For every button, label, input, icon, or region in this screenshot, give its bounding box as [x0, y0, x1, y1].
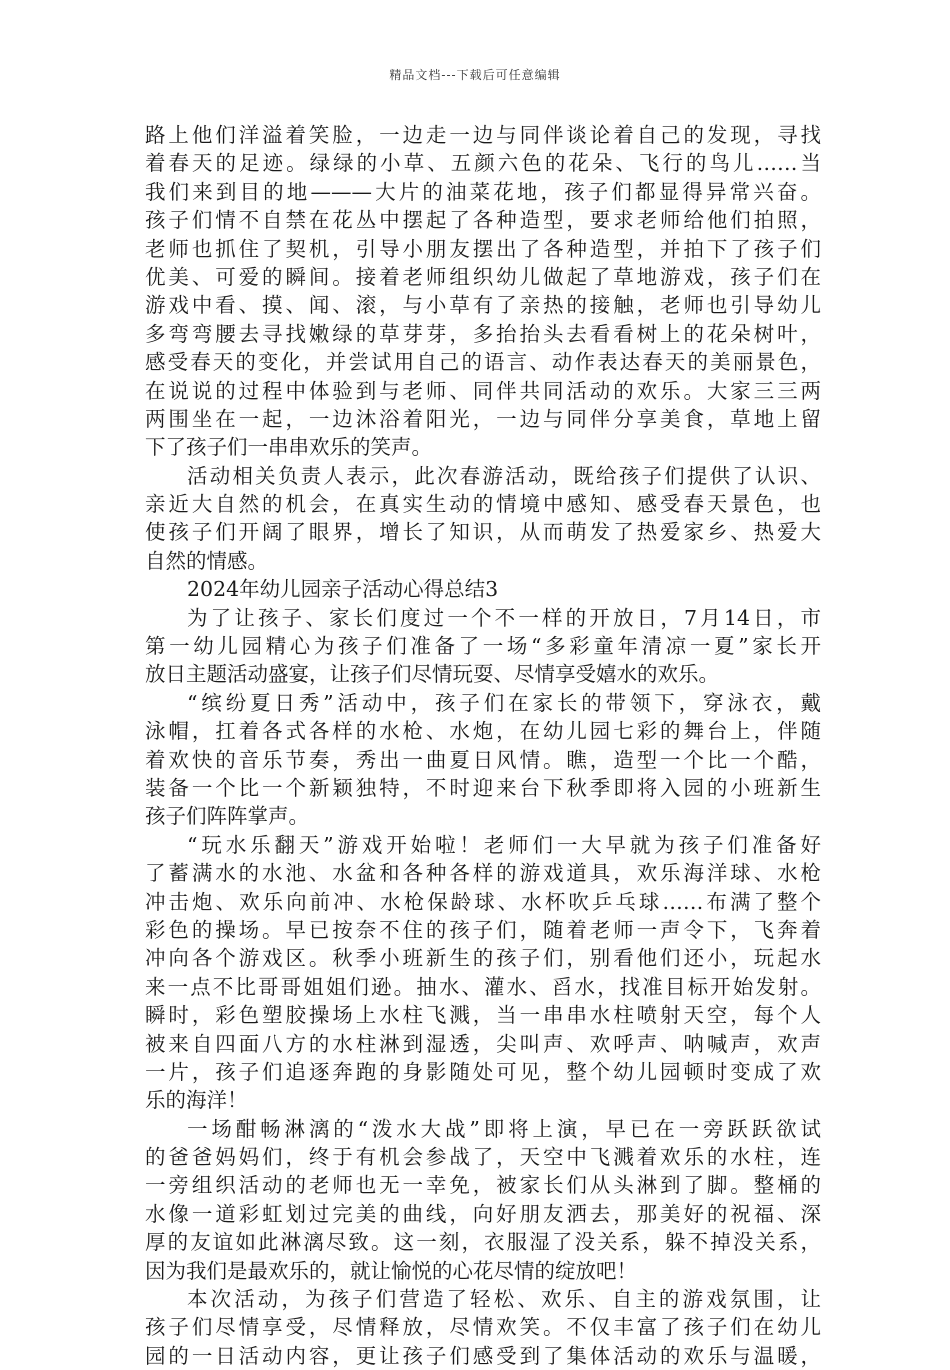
text-line: 第一幼儿园精心为孩子们准备了一场“多彩童年清凉一夏”家长开 — [145, 634, 821, 659]
text-line: 水像一道彩虹划过完美的曲线，向好朋友洒去，那美好的祝福、深 — [145, 1201, 821, 1226]
text-line: 园的一日活动内容，更让孩子们感受到了集体活动的欢乐与温暖， — [145, 1343, 821, 1368]
text-line: 活动相关负责人表示，此次春游活动，既给孩子们提供了认识、 — [187, 463, 821, 488]
text-line: 着春天的足迹。绿绿的小草、五颜六色的花朵、飞行的鸟儿……当 — [145, 151, 821, 176]
document-body — [145, 121, 821, 1370]
text-line: 一场酣畅淋漓的“泼水大战”即将上演，早已在一旁跃跃欲试 — [187, 1116, 821, 1141]
text-line: 一旁组织活动的老师也无一幸免，被家长们从头淋到了脚。整桶的 — [145, 1173, 821, 1198]
text-line: 游戏中看、摸、闻、滚，与小草有了亲热的接触，老师也引导幼儿 — [145, 293, 821, 318]
text-line: 来一点不比哥哥姐姐们逊。抽水、灌水、舀水，找准目标开始发射。 — [145, 974, 821, 999]
text-line: 我们来到目的地———大片的油菜花地，孩子们都显得异常兴奋。 — [145, 179, 821, 204]
text-line: 亲近大自然的机会，在真实生动的情境中感知、感受春天景色，也 — [145, 492, 821, 517]
text-line: 优美、可爱的瞬间。接着老师组织幼儿做起了草地游戏，孩子们在 — [145, 264, 821, 289]
text-line: 路上他们洋溢着笑脸，一边走一边与同伴谈论着自己的发现，寻找 — [145, 123, 821, 147]
text-line: 感受春天的变化，并尝试用自己的语言、动作表达春天的美丽景色， — [145, 350, 821, 375]
text-line: 自然的情感。 — [145, 548, 268, 573]
text-line: 孩子们阵阵掌声。 — [145, 804, 309, 829]
text-line: 多弯弯腰去寻找嫩绿的草芽芽，多抬抬头去看看树上的花朵树叶， — [145, 321, 821, 346]
text-line: 一片，孩子们追逐奔跑的身影随处可见，整个幼儿园顿时变成了欢 — [145, 1059, 821, 1084]
text-line: 下了孩子们一串串欢乐的笑声。 — [145, 435, 432, 460]
text-line: 在说说的过程中体验到与老师、同伴共同活动的欢乐。大家三三两 — [145, 378, 821, 403]
text-line: “缤纷夏日秀”活动中，孩子们在家长的带领下，穿泳衣，戴 — [187, 690, 821, 715]
text-line: 彩色的操场。早已按奈不住的孩子们，随着老师一声令下，飞奔着 — [145, 917, 821, 942]
text-line: 使孩子们开阔了眼界，增长了知识，从而萌发了热爱家乡、热爱大 — [145, 520, 821, 545]
text-line: 厚的友谊如此淋漓尽致。这一刻，衣服湿了没关系，躲不掉没关系， — [145, 1230, 821, 1255]
text-line: 冲击炮、欢乐向前冲、水枪保龄球、水杯吹乒乓球……布满了整个 — [145, 889, 821, 914]
text-line: 被来自四面八方的水柱淋到湿透，尖叫声、欢呼声、呐喊声，欢声 — [145, 1031, 821, 1056]
text-line: 装备一个比一个新颖独特，不时迎来台下秋季即将入园的小班新生 — [145, 775, 821, 800]
text-line: 冲向各个游戏区。秋季小班新生的孩子们，别看他们还小，玩起水 — [145, 946, 821, 971]
text-line: 孩子们情不自禁在花丛中摆起了各种造型，要求老师给他们拍照， — [145, 208, 821, 233]
text-line: 泳帽，扛着各式各样的水枪、水炮，在幼儿园七彩的舞台上，伴随 — [145, 719, 821, 744]
text-line: 两围坐在一起，一边沐浴着阳光，一边与同伴分享美食，草地上留 — [145, 406, 821, 431]
text-line: 孩子们尽情享受，尽情释放，尽情欢笑。不仅丰富了孩子们在幼儿 — [145, 1315, 821, 1340]
text-line: 着欢快的音乐节奏，秀出一曲夏日风情。瞧，造型一个比一个酷， — [145, 747, 821, 772]
text-line: 乐的海洋！ — [145, 1088, 248, 1113]
text-line: 放日主题活动盛宴，让孩子们尽情玩耍、尽情享受嬉水的欢乐。 — [145, 662, 719, 687]
text-line: 因为我们是最欢乐的，就让愉悦的心花尽情的绽放吧！ — [145, 1258, 637, 1283]
page-header: 精品文档---下载后可任意编辑 — [389, 68, 561, 82]
text-line: 本次活动，为孩子们营造了轻松、欢乐、自主的游戏氛围，让 — [187, 1287, 821, 1312]
text-line: 的爸爸妈妈们，终于有机会参战了，天空中飞溅着欢乐的水柱，连 — [145, 1145, 821, 1170]
text-line: 瞬时，彩色塑胶操场上水柱飞溅，当一串串水柱喷射天空，每个人 — [145, 1003, 821, 1028]
text-line: 2024年幼儿园亲子活动心得总结3 — [187, 577, 499, 602]
text-line: 为了让孩子、家长们度过一个不一样的开放日，7月14日，市 — [187, 605, 821, 630]
text-line: 了蓄满水的水池、水盆和各种各样的游戏道具，欢乐海洋球、水枪 — [145, 861, 821, 886]
text-line: “玩水乐翻天”游戏开始啦！老师们一大早就为孩子们准备好 — [187, 832, 821, 857]
text-line: 老师也抓住了契机，引导小朋友摆出了各种造型，并拍下了孩子们 — [145, 236, 821, 261]
